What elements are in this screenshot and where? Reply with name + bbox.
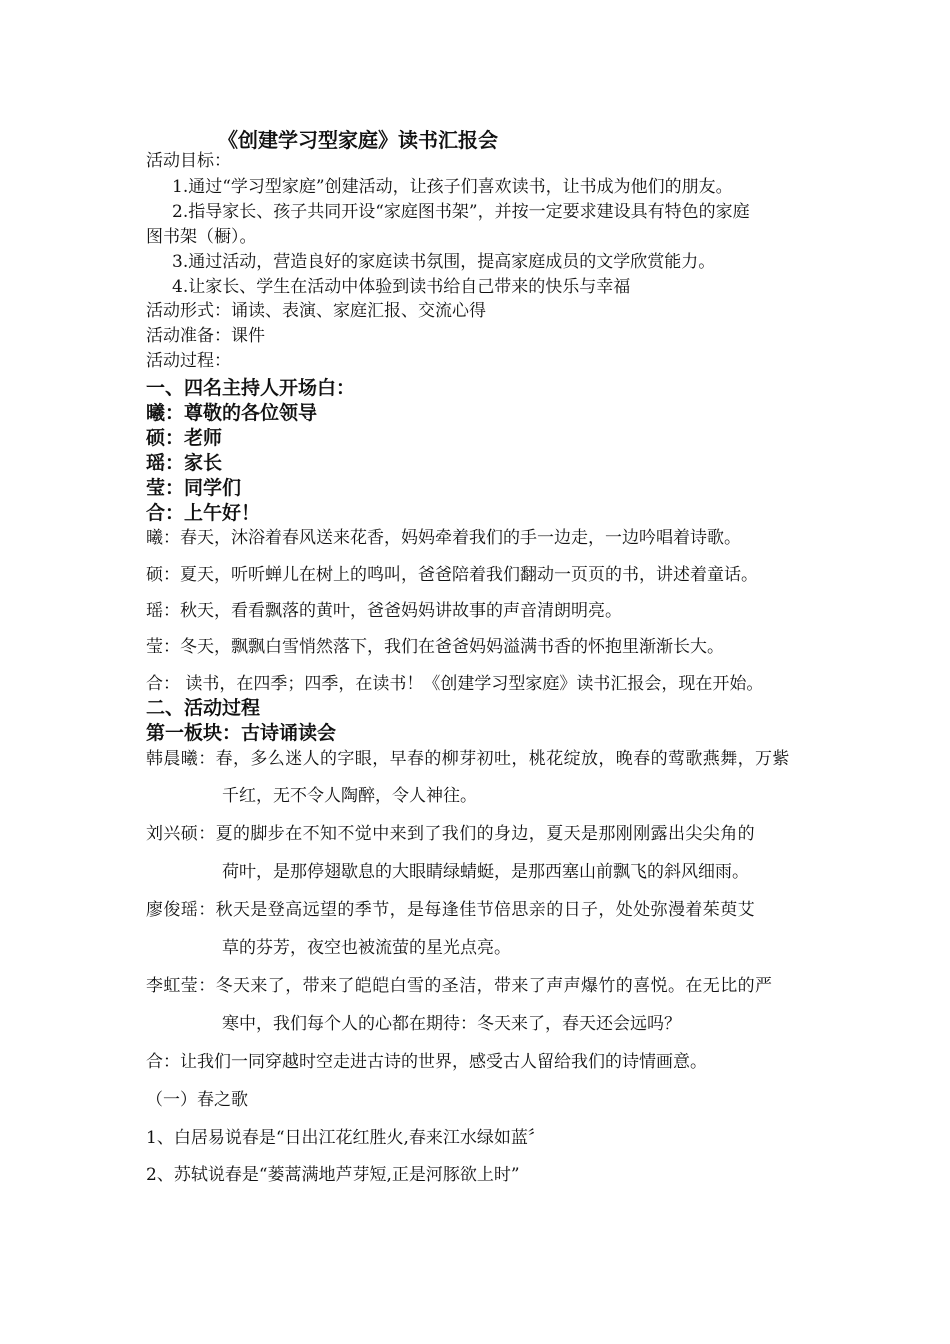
season-line: 莹：冬天，飘飘白雪悄然落下，我们在爸爸妈妈溢满书香的怀抱里渐渐长大。	[146, 637, 724, 657]
goals-label: 活动目标：	[146, 151, 231, 171]
speaker-line: 韩晨曦：春，多么迷人的字眼，早春的柳芽初吐，桃花绽放，晚春的莺歌燕舞，万紫	[146, 749, 790, 769]
speaker-line: 刘兴硕：夏的脚步在不知不觉中来到了我们的身边，夏天是那刚刚露出尖尖角的	[146, 824, 755, 844]
speaker-line-cont: 草的芬芳，夜空也被流萤的星光点亮。	[222, 938, 511, 958]
season-line: 曦：春天，沐浴着春风送来花香，妈妈牵着我们的手一边走，一边吟唱着诗歌。	[146, 528, 741, 548]
activity-prep: 活动准备：课件	[146, 326, 265, 346]
season-line: 合： 读书，在四季；四季，在读书！《创建学习型家庭》读书汇报会，现在开始。	[146, 674, 764, 694]
host-line: 合：上午好！	[146, 502, 261, 524]
goal-item: 4.让家长、学生在活动中体验到读书给自己带来的快乐与幸福	[172, 277, 631, 297]
season-line: 瑶：秋天，看看飘落的黄叶，爸爸妈妈讲故事的声音清朗明亮。	[146, 601, 622, 621]
goal-item-continued: 图书架（橱）。	[146, 227, 257, 247]
goal-item: 1.通过“学习型家庭”创建活动，让孩子们喜欢读书，让书成为他们的朋友。	[172, 177, 733, 197]
speaker-line: 李虹莹：冬天来了，带来了皑皑白雪的圣洁，带来了声声爆竹的喜悦。在无比的严	[146, 976, 773, 996]
host-line: 瑶：家长	[146, 452, 223, 474]
block-heading: 第一板块：古诗诵读会	[146, 722, 337, 744]
activity-form: 活动形式：诵读、表演、家庭汇报、交流心得	[146, 301, 486, 321]
speaker-line: 廖俊瑶：秋天是登高远望的季节，是每逢佳节倍思亲的日子，处处弥漫着茱萸艾	[146, 900, 755, 920]
poem-line: 1、白居易说春是“日出江花红胜火,春来江水绿如蓝〞	[146, 1128, 545, 1148]
host-line: 曦：尊敬的各位领导	[146, 402, 318, 424]
speaker-line-cont: 寒中，我们每个人的心都在期待：冬天来了，春天还会远吗？	[222, 1014, 681, 1034]
subsection-heading: （一）春之歌	[146, 1090, 248, 1110]
poem-line: 2、苏轼说春是“蒌蒿满地芦芽短,正是河豚欲上时”	[146, 1165, 520, 1185]
speaker-line-cont: 荷叶，是那停翅歇息的大眼睛绿蜻蜓，是那西塞山前飘飞的斜风细雨。	[222, 862, 749, 882]
document-title: 《创建学习型家庭》读书汇报会	[218, 128, 498, 152]
section-heading: 二、活动过程	[146, 697, 261, 719]
goal-item: 3.通过活动，营造良好的家庭读书氛围，提高家庭成员的文学欣赏能力。	[172, 252, 716, 272]
host-line: 硕：老师	[146, 427, 223, 449]
speaker-line-cont: 千红，无不令人陶醉，令人神往。	[222, 786, 477, 806]
season-line: 硕：夏天，听听蝉儿在树上的鸣叫，爸爸陪着我们翻动一页页的书，讲述着童话。	[146, 565, 758, 585]
together-line: 合：让我们一同穿越时空走进古诗的世界，感受古人留给我们的诗情画意。	[146, 1052, 707, 1072]
section-heading: 一、四名主持人开场白：	[146, 377, 356, 399]
goal-item: 2.指导家长、孩子共同开设“家庭图书架”，并按一定要求建设具有特色的家庭	[172, 202, 750, 222]
host-line: 莹：同学们	[146, 477, 242, 499]
process-label: 活动过程：	[146, 351, 231, 371]
